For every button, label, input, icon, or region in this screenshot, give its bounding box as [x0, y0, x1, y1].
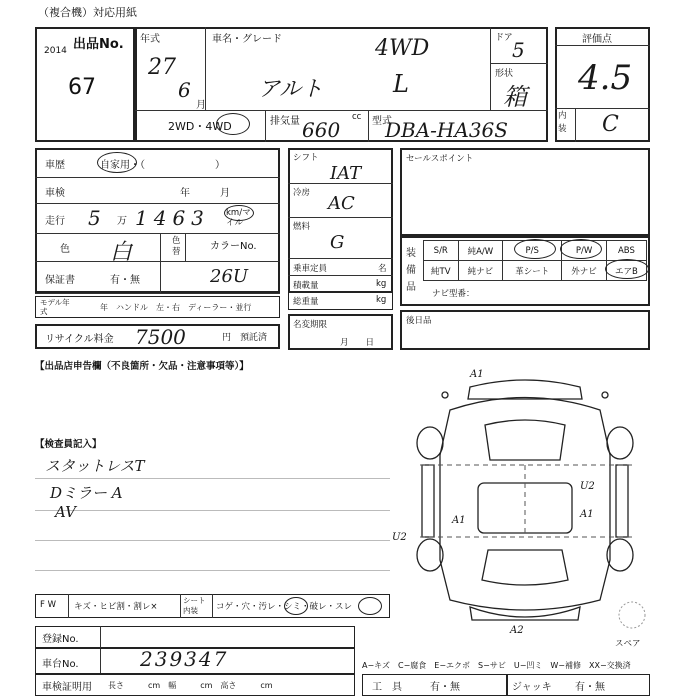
recycle-suffix: 円 預託済 [222, 333, 268, 343]
mark-rear: A2 [510, 625, 524, 636]
shape-label: 形状 [495, 69, 514, 79]
inspector-line-3: AV [55, 503, 76, 521]
recycle-amount: 7500 [135, 325, 186, 349]
legend-seat: シート内装 [183, 596, 206, 615]
legend-seat-items: コゲ・穴・汚レ・シミ・破レ・スレ [216, 602, 353, 612]
inspection-units: 年 月 [180, 188, 230, 199]
equip-tv: 純TV [424, 261, 459, 281]
sales-label: セールスポイント [406, 154, 474, 164]
aftermarket-label: 後日品 [406, 316, 432, 326]
name-change-label: 名変期限 [293, 320, 328, 330]
drive-label: 2WD・4WD [168, 120, 232, 133]
equip-leather: 革シート [503, 261, 562, 281]
cert-label: 車検証明用 [42, 682, 92, 693]
mileage-man: 5 [88, 206, 101, 230]
month-unit: 月 [196, 100, 206, 111]
month-value: 6 [178, 78, 191, 102]
model-year-text: 年 ハンドル 左・右 ディーラー・並行 [100, 303, 252, 312]
mark-left-door: A1 [452, 515, 466, 526]
inspector-line-2: Dミラー A [50, 484, 123, 502]
name-change-units: 月 日 [340, 338, 375, 348]
mark-right-door: A1 [580, 509, 594, 520]
inspector-label: 【検査員記入】 [35, 439, 102, 450]
lot-number: 67 [68, 75, 96, 100]
reg-label: 車歴 [45, 160, 65, 171]
equip-ext-navi: 外ナビ [562, 261, 607, 281]
car-grade: L [393, 70, 409, 98]
ac-label: 冷房 [293, 188, 311, 198]
pw-circle [560, 239, 602, 259]
equip-airbag: エアB [606, 261, 646, 281]
tools-label: 工 具 [372, 682, 402, 693]
airbag-circle [605, 259, 649, 279]
year-label: 年式 [140, 34, 160, 45]
reg-no-label: 登録No. [42, 634, 79, 645]
equipment-label: 装備品 [406, 248, 416, 293]
model-label: 型式 [372, 116, 392, 127]
spare-label: スペア [615, 639, 641, 649]
interior-value: C [602, 112, 619, 137]
displacement-value: 660 [302, 118, 341, 142]
navi-label: ナビ型番： [432, 289, 475, 299]
equip-navi: 純ナビ [458, 261, 503, 281]
reg-circle [97, 152, 137, 173]
fuel-value: G [330, 232, 345, 253]
chassis-value: 239347 [140, 647, 229, 671]
model-year-label: モデル年式 [40, 298, 70, 316]
equip-ps: P/S [503, 241, 562, 261]
lot-stamp: 2014 [44, 46, 67, 56]
door-label: ドア [495, 33, 513, 43]
car-diagram [392, 365, 650, 640]
warranty-label: 保証書 [45, 275, 75, 286]
capacity-label: 乗車定員 [293, 264, 328, 274]
mark-front: A1 [470, 369, 484, 380]
weight-label: 総重量 [293, 297, 319, 307]
recycle-label: リサイクル料金 [45, 334, 114, 345]
name-label: 車名・グレード [212, 34, 282, 45]
reg-no-block [35, 626, 355, 648]
cert-dims: 長さ cm 幅 cm 高さ cm [108, 681, 273, 690]
displacement-label: 排気量 [270, 116, 300, 127]
model-value: DBA-HA36S [385, 118, 508, 142]
score-label: 評価点 [582, 34, 612, 45]
color-swap: 色替 [172, 236, 181, 257]
color-label: 色 [60, 244, 70, 255]
km-circle [224, 205, 254, 221]
jack-label: ジャッキ [512, 682, 552, 693]
damage-codes: A−キズ C−腐食 E−エクボ S−サビ U−凹ミ W−補修 XX−交換済 [362, 661, 631, 670]
car-name: アルト [258, 77, 324, 102]
color-no-value: 26U [210, 266, 249, 287]
mileage-label: 走行 [45, 216, 65, 227]
load-unit: kg [376, 279, 387, 289]
capacity-unit: 名 [378, 264, 387, 274]
door-value: 5 [512, 38, 525, 62]
color-value: 白 [110, 240, 133, 265]
warranty-options: 有・無 [110, 275, 140, 286]
seat-stain-circle [284, 597, 308, 615]
year-value: 27 [148, 55, 176, 80]
reg-value: 自家用・（ ） [100, 160, 225, 171]
score-value: 4.5 [578, 58, 633, 98]
legend-items: キズ・ヒビ割・割レ× [74, 602, 158, 612]
shift-value: IAT [330, 163, 362, 184]
km-unit: km/マイル [226, 208, 251, 228]
inspector-line-1: スタットレスT [45, 457, 145, 475]
header-caption: （複合機）対応用紙 [38, 6, 137, 19]
inspection-label: 車検 [45, 188, 65, 199]
equip-alloy: 純A/W [458, 241, 503, 261]
equip-sr: S/R [424, 241, 459, 261]
seller-notes-label: 【出品店申告欄（不良箇所・欠品・注意事項等）】 [35, 361, 249, 372]
mark-left-side: U2 [392, 532, 407, 543]
shape-value: 箱 [503, 83, 527, 111]
mark-right-rear-door: U2 [580, 481, 595, 492]
tools-opts: 有・無 [430, 682, 460, 693]
seat-wear-circle [358, 597, 382, 615]
chassis-label: 車台No. [42, 659, 79, 670]
color-no-label: カラーNo. [210, 241, 257, 252]
equip-abs: ABS [606, 241, 646, 261]
drive-circle [216, 113, 250, 135]
spare-tire-icon [617, 600, 647, 630]
equip-pw: P/W [562, 241, 607, 261]
interior-label: 内装 [558, 111, 567, 134]
mileage-rest: 1463 [135, 206, 210, 230]
drive-note: 4WD [375, 36, 430, 61]
shift-label: シフト [293, 153, 319, 163]
jack-opts: 有・無 [575, 682, 605, 693]
legend-fw: F W [40, 600, 56, 610]
lot-label: 出品No. [73, 37, 124, 52]
aftermarket-block [400, 310, 650, 350]
fuel-label: 燃料 [293, 222, 311, 232]
man-unit: 万 [117, 216, 127, 227]
cc-unit: cc [352, 112, 362, 122]
load-label: 積載量 [293, 281, 319, 291]
ac-value: AC [328, 193, 355, 214]
weight-unit: kg [376, 295, 387, 305]
ps-circle [514, 239, 556, 259]
